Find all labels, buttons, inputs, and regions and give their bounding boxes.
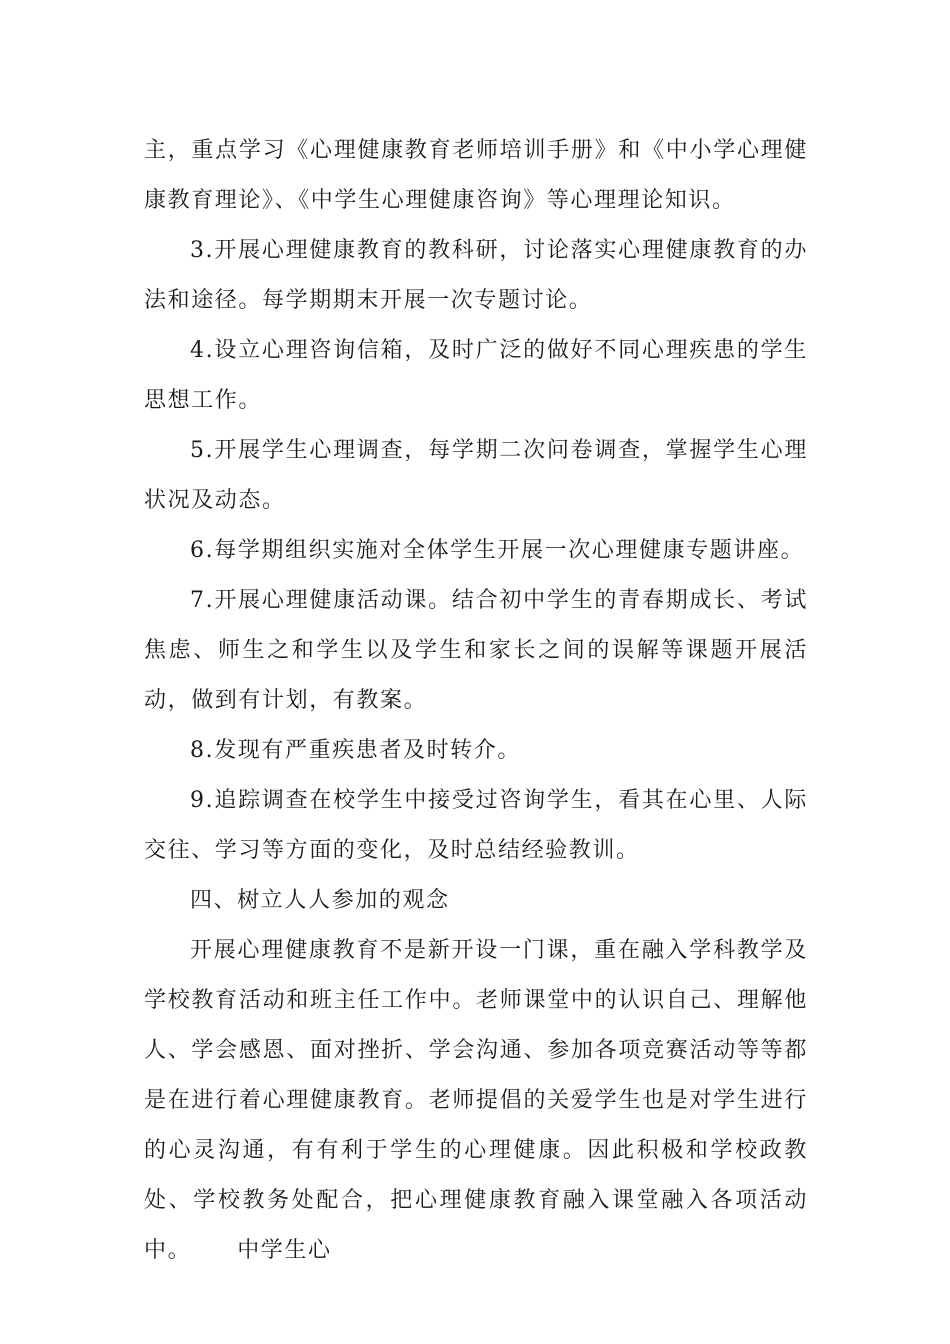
list-item-8: 8.发现有严重疾患者及时转介。 — [190, 738, 521, 763]
document-body — [144, 126, 808, 1276]
list-item-4: 4.设立心理咨询信箱，及时广泛的做好不同心理疾患的学生思想工作。 — [144, 338, 808, 413]
list-item-6: 6.每学期组织实施对全体学生开展一次心理健康专题讲座。 — [190, 538, 805, 563]
paragraph-continuation: 主，重点学习《心理健康教育老师培训手册》和《中小学心理健康教育理论》、《中学生心理健康咨询》等心理理论知识。 — [144, 138, 808, 213]
section-heading-4: 四、树立人人参加的观念 — [190, 888, 450, 913]
next-title-fragment: 中学生心 — [237, 1238, 332, 1263]
list-item-5: 5.开展学生心理调查，每学期二次问卷调查，掌握学生心理状况及动态。 — [144, 438, 808, 513]
list-item-9: 9.追踪调查在校学生中接受过咨询学生，看其在心里、人际交往、学习等方面的变化，及时总结经验教训。 — [144, 788, 808, 863]
list-item-3: 3.开展心理健康教育的教科研，讨论落实心理健康教育的办法和途径。每学期期末开展一次专题讨论。 — [144, 238, 808, 313]
list-item-7: 7.开展心理健康活动课。结合初中学生的青春期成长、考试焦虑、师生之和学生以及学生和家长之间的误解等课题开展活动，做到有计划，有教案。 — [144, 588, 808, 713]
body-paragraph — [144, 926, 808, 1276]
body-paragraph-text: 开展心理健康教育不是新开设一门课，重在融入学科教学及学校教育活动和班主任工作中。老师课堂中的认识自己、理解他人、学会感恩、面对挫折、学会沟通、参加各项竞赛活动等等都是在进行着心理健康教育。老师提倡的关爱学生也是对学生进行的心灵沟通，有有利于学生的心理健康。因此积极和学校政教处、学校教务处配合，把心理健康教育融入课堂融入各项活动中。 — [144, 938, 808, 1263]
